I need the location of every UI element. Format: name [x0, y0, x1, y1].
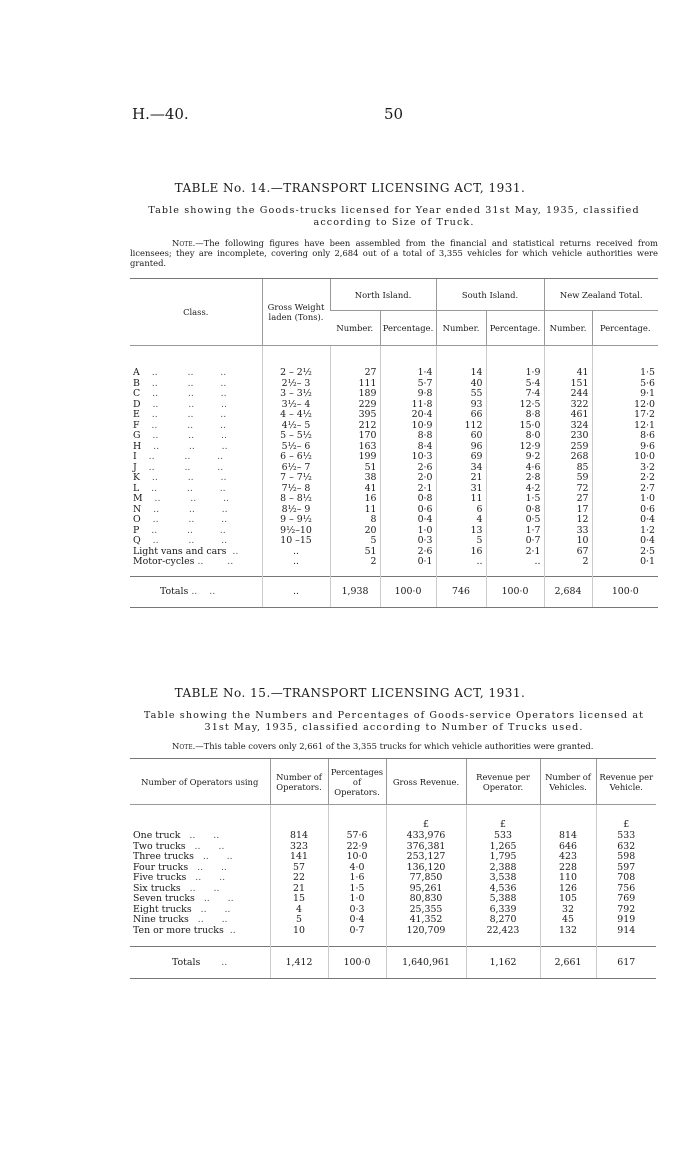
- row-south-percentage: 12·5: [486, 400, 544, 411]
- row-revenue-per-vehicle: 598: [596, 852, 656, 863]
- row-operators-using: Ten or more trucks ..: [133, 924, 236, 936]
- row-nz-percentage: 1·0: [592, 494, 658, 505]
- row-revenue-per-operator: 533: [466, 831, 540, 842]
- row-north-number: 395: [330, 410, 380, 421]
- row-operators-using: Seven trucks .. ..: [133, 893, 234, 904]
- totals-north-number: 1,938: [330, 576, 380, 607]
- row-class: Q .. .. ..: [133, 535, 228, 546]
- row-gross-weight: 7½– 8: [262, 484, 330, 495]
- table15-body: [130, 805, 656, 947]
- row-nz-percentage: 0·6: [592, 505, 658, 516]
- south-number-header: Number.: [436, 311, 486, 346]
- north-number-header: Number.: [330, 311, 380, 346]
- row-north-number: 199: [330, 452, 380, 463]
- north-island-header: North Island.: [330, 279, 436, 311]
- table15-note-text: —This table covers only 2,661 of the 3,355 trucks for which vehicle authorities were granted.: [195, 741, 594, 751]
- row-north-percentage: 11·8: [380, 400, 436, 411]
- row-revenue-per-vehicle: 708: [596, 873, 656, 884]
- row-number-operators: 141: [270, 852, 328, 863]
- row-gross-revenue: 95,261: [386, 884, 466, 895]
- row-south-number: 96: [436, 442, 486, 453]
- col-gross-revenue-header: Gross Revenue.: [386, 759, 466, 805]
- row-south-percentage: 8·0: [486, 431, 544, 442]
- row-gross-revenue: 433,976: [386, 831, 466, 842]
- row-north-percentage: 0·6: [380, 505, 436, 516]
- row-class: Motor-cycles .. ..: [133, 556, 234, 567]
- row-nz-number: 2: [544, 557, 592, 576]
- row-south-percentage: 4·6: [486, 463, 544, 474]
- row-number-operators: 57: [270, 863, 328, 874]
- row-gross-revenue: 253,127: [386, 852, 466, 863]
- row-north-number: 27: [330, 346, 380, 379]
- row-class: E .. .. ..: [133, 409, 227, 420]
- col-number-operators-header: Number of Operators.: [270, 759, 328, 805]
- row-nz-number: 72: [544, 484, 592, 495]
- row-north-percentage: 2·1: [380, 484, 436, 495]
- row-nz-number: 67: [544, 547, 592, 558]
- page-number: 50: [384, 105, 404, 123]
- row-north-number: 229: [330, 400, 380, 411]
- row-south-percentage: 0·5: [486, 515, 544, 526]
- row-gross-weight: 10 –15: [262, 536, 330, 547]
- row-operators-using: Nine trucks .. ..: [133, 914, 228, 925]
- row-north-percentage: 0·3: [380, 536, 436, 547]
- row-gross-weight: 4½– 5: [262, 421, 330, 432]
- col-class-header: Class.: [130, 279, 262, 346]
- currency-symbol: £: [466, 805, 540, 832]
- row-class: O .. .. ..: [133, 514, 228, 525]
- row-south-percentage: 7·4: [486, 389, 544, 400]
- row-operators-using: Three trucks .. ..: [133, 851, 233, 862]
- document-reference: H.—40.: [132, 105, 189, 123]
- row-south-number: 6: [436, 505, 486, 516]
- table15-totals-row: [130, 947, 656, 979]
- row-class: L .. .. ..: [133, 482, 226, 494]
- totals-nz-number: 2,684: [544, 576, 592, 607]
- south-percentage-header: Percentage.: [486, 311, 544, 346]
- row-north-percentage: 5·7: [380, 379, 436, 390]
- row-south-number: 69: [436, 452, 486, 463]
- row-north-number: 11: [330, 505, 380, 516]
- row-south-percentage: 2·1: [486, 547, 544, 558]
- row-gross-revenue: 41,352: [386, 915, 466, 926]
- row-class: Light vans and cars ..: [133, 545, 239, 557]
- row-nz-number: 17: [544, 505, 592, 516]
- row-gross-revenue: 25,355: [386, 905, 466, 916]
- col-percentages-header: Percentages of Operators.: [328, 759, 386, 805]
- south-island-header: South Island.: [436, 279, 544, 311]
- row-south-number: 4: [436, 515, 486, 526]
- totals-label: Totals .. ..: [130, 576, 262, 607]
- row-south-percentage: 0·7: [486, 536, 544, 547]
- row-gross-revenue: 77,850: [386, 873, 466, 884]
- row-gross-revenue: 136,120: [386, 863, 466, 874]
- row-gross-weight: 2 – 2½: [262, 346, 330, 379]
- row-nz-percentage: 2·7: [592, 484, 658, 495]
- row-south-percentage: 8·8: [486, 410, 544, 421]
- row-gross-weight: ..: [262, 547, 330, 558]
- row-north-percentage: 8·8: [380, 431, 436, 442]
- table15-note: [130, 741, 658, 751]
- row-north-percentage: 8·4: [380, 442, 436, 453]
- row-gross-weight: 8 – 8½: [262, 494, 330, 505]
- row-gross-weight: ..: [262, 557, 330, 576]
- row-percentage: 0·4: [328, 915, 386, 926]
- row-number-vehicles: 646: [540, 842, 596, 853]
- row-number-operators: 814: [270, 831, 328, 842]
- totals-south-percentage: 100·0: [486, 576, 544, 607]
- totals-gross-revenue: 1,640,961: [386, 947, 466, 979]
- row-nz-number: 324: [544, 421, 592, 432]
- row-number-vehicles: 814: [540, 831, 596, 842]
- row-nz-number: 259: [544, 442, 592, 453]
- currency-symbol: £: [386, 805, 466, 832]
- col-revenue-per-vehicle-header: Revenue per Vehicle.: [596, 759, 656, 805]
- row-south-number: 34: [436, 463, 486, 474]
- table-row: [130, 346, 658, 379]
- row-number-operators: 15: [270, 894, 328, 905]
- row-south-number: 66: [436, 410, 486, 421]
- table14-title: TABLE No. 14.—TRANSPORT LICENSING ACT, 1931.: [174, 181, 526, 195]
- row-operators-using: Five trucks .. ..: [133, 872, 226, 883]
- row-gross-weight: 7 – 7½: [262, 473, 330, 484]
- row-north-number: 20: [330, 526, 380, 537]
- row-nz-percentage: 17·2: [592, 410, 658, 421]
- row-class: M .. .. ..: [133, 493, 230, 504]
- nz-total-header: New Zealand Total.: [544, 279, 658, 311]
- row-gross-weight: 9 – 9½: [262, 515, 330, 526]
- row-revenue-per-vehicle: 914: [596, 926, 656, 947]
- row-percentage: 1·6: [328, 873, 386, 884]
- row-class: B .. .. ..: [133, 377, 227, 389]
- row-north-number: 163: [330, 442, 380, 453]
- table14-subtitle: Table showing the Goods-trucks licensed for Year ended 31st May, 1935, classified according to Size of Truck.: [148, 205, 640, 228]
- nz-number-header: Number.: [544, 311, 592, 346]
- row-south-percentage: 2·8: [486, 473, 544, 484]
- table15: [130, 758, 656, 979]
- row-nz-percentage: 12·0: [592, 400, 658, 411]
- row-revenue-per-operator: 5,388: [466, 894, 540, 905]
- row-number-vehicles: 132: [540, 926, 596, 947]
- row-class: I .. .. ..: [133, 451, 224, 462]
- row-nz-percentage: 5·6: [592, 379, 658, 390]
- row-south-number: 21: [436, 473, 486, 484]
- totals-revenue-per-vehicle: 617: [596, 947, 656, 979]
- row-revenue-per-operator: 8,270: [466, 915, 540, 926]
- row-class: P .. .. ..: [133, 524, 226, 536]
- row-nz-number: 461: [544, 410, 592, 421]
- row-north-number: 189: [330, 389, 380, 400]
- col-gross-weight-header: Gross Weight laden (Tons).: [262, 279, 330, 346]
- row-nz-percentage: 9·1: [592, 389, 658, 400]
- row-south-percentage: 9·2: [486, 452, 544, 463]
- row-percentage: 0·7: [328, 926, 386, 947]
- row-number-operators: 4: [270, 905, 328, 916]
- table14-body: [130, 346, 658, 577]
- row-percentage: 4·0: [328, 863, 386, 874]
- row-north-percentage: 0·4: [380, 515, 436, 526]
- row-nz-percentage: 12·1: [592, 421, 658, 432]
- row-north-number: 41: [330, 484, 380, 495]
- row-south-number: 40: [436, 379, 486, 390]
- totals-weight: ..: [262, 576, 330, 607]
- row-north-percentage: 1·4: [380, 346, 436, 379]
- row-class: N .. .. ..: [133, 503, 228, 515]
- row-south-percentage: 1·9: [486, 346, 544, 379]
- row-revenue-per-operator: 1,265: [466, 842, 540, 853]
- row-gross-weight: 6 – 6½: [262, 452, 330, 463]
- totals-south-number: 746: [436, 576, 486, 607]
- row-south-number: ..: [436, 557, 486, 576]
- row-class: A .. .. ..: [133, 367, 227, 378]
- row-nz-number: 41: [544, 346, 592, 379]
- row-south-number: 14: [436, 346, 486, 379]
- row-percentage: 1·5: [328, 884, 386, 895]
- totals-label: Totals ..: [130, 947, 270, 979]
- table15-note-lead: Note.: [172, 741, 196, 751]
- row-nz-percentage: 1·2: [592, 526, 658, 537]
- row-gross-revenue: 376,381: [386, 842, 466, 853]
- row-operators-using: Six trucks .. ..: [133, 882, 220, 894]
- row-north-number: 2: [330, 557, 380, 576]
- col-number-vehicles-header: Number of Vehicles.: [540, 759, 596, 805]
- row-class: F .. .. ..: [133, 419, 226, 431]
- col-operators-using-header: Number of Operators using: [130, 759, 270, 805]
- row-number-operators: 22: [270, 873, 328, 884]
- row-gross-weight: 9½–10: [262, 526, 330, 537]
- row-revenue-per-vehicle: 756: [596, 884, 656, 895]
- row-south-number: 16: [436, 547, 486, 558]
- table-row: [130, 926, 656, 947]
- row-north-number: 51: [330, 463, 380, 474]
- row-revenue-per-operator: 6,339: [466, 905, 540, 916]
- row-gross-weight: 6½– 7: [262, 463, 330, 474]
- row-north-number: 16: [330, 494, 380, 505]
- table14-note-text: —The following figures have been assembled from the financial and statistical returns received from licensees; they are incomplete, covering only 2,684 out of a total of 3,355 vehicles for which vehicle authorities were granted.: [130, 238, 658, 268]
- row-north-number: 51: [330, 547, 380, 558]
- row-south-percentage: 5·4: [486, 379, 544, 390]
- row-class: J .. .. ..: [133, 461, 224, 473]
- row-nz-number: 12: [544, 515, 592, 526]
- row-number-vehicles: 32: [540, 905, 596, 916]
- row-south-percentage: 1·5: [486, 494, 544, 505]
- row-south-number: 13: [436, 526, 486, 537]
- row-south-percentage: 0·8: [486, 505, 544, 516]
- row-operators-using: Two trucks .. ..: [133, 840, 225, 852]
- row-north-number: 8: [330, 515, 380, 526]
- row-south-percentage: 12·9: [486, 442, 544, 453]
- row-gross-weight: 3 – 3½: [262, 389, 330, 400]
- row-number-operators: 323: [270, 842, 328, 853]
- row-north-percentage: 1·0: [380, 526, 436, 537]
- row-nz-number: 230: [544, 431, 592, 442]
- row-nz-number: 27: [544, 494, 592, 505]
- row-percentage: 22·9: [328, 842, 386, 853]
- row-class: D .. .. ..: [133, 398, 227, 410]
- row-nz-number: 10: [544, 536, 592, 547]
- row-operators-using: Eight trucks .. ..: [133, 903, 231, 915]
- currency-row: [130, 805, 656, 832]
- table15-title: TABLE No. 15.—TRANSPORT LICENSING ACT, 1931.: [174, 686, 526, 700]
- row-north-number: 5: [330, 536, 380, 547]
- row-south-number: 60: [436, 431, 486, 442]
- col-revenue-per-operator-header: Revenue per Operator.: [466, 759, 540, 805]
- row-nz-percentage: 8·6: [592, 431, 658, 442]
- currency-symbol: £: [596, 805, 656, 832]
- row-percentage: 1·0: [328, 894, 386, 905]
- row-class: H .. .. ..: [133, 440, 228, 452]
- row-gross-weight: 2½– 3: [262, 379, 330, 390]
- row-revenue-per-operator: 1,795: [466, 852, 540, 863]
- row-number-vehicles: 45: [540, 915, 596, 926]
- row-gross-weight: 4 – 4½: [262, 410, 330, 421]
- row-south-percentage: ..: [486, 557, 544, 576]
- row-percentage: 57·6: [328, 831, 386, 842]
- row-south-number: 55: [436, 389, 486, 400]
- row-south-number: 112: [436, 421, 486, 432]
- totals-north-percentage: 100·0: [380, 576, 436, 607]
- row-nz-number: 244: [544, 389, 592, 400]
- table14: [130, 278, 658, 608]
- row-revenue-per-operator: 3,538: [466, 873, 540, 884]
- row-nz-number: 268: [544, 452, 592, 463]
- row-nz-percentage: 9·6: [592, 442, 658, 453]
- row-south-percentage: 1·7: [486, 526, 544, 537]
- row-operators-using: One truck .. ..: [133, 830, 220, 841]
- row-nz-percentage: 2·5: [592, 547, 658, 558]
- table14-note: [130, 238, 658, 268]
- row-north-percentage: 10·9: [380, 421, 436, 432]
- row-revenue-per-vehicle: 533: [596, 831, 656, 842]
- row-nz-number: 85: [544, 463, 592, 474]
- totals-nz-percentage: 100·0: [592, 576, 658, 607]
- row-south-percentage: 15·0: [486, 421, 544, 432]
- north-percentage-header: Percentage.: [380, 311, 436, 346]
- totals-vehicles: 2,661: [540, 947, 596, 979]
- row-operators-using: Four trucks .. ..: [133, 861, 227, 873]
- row-north-percentage: 2·6: [380, 547, 436, 558]
- row-nz-percentage: 2·2: [592, 473, 658, 484]
- row-gross-weight: 3½– 4: [262, 400, 330, 411]
- row-north-number: 111: [330, 379, 380, 390]
- row-north-number: 170: [330, 431, 380, 442]
- row-percentage: 10·0: [328, 852, 386, 863]
- row-number-operators: 5: [270, 915, 328, 926]
- table15-subtitle: Table showing the Numbers and Percentages of Goods-service Operators licensed at 31st May, 1935, classified according to Number of Trucks used.: [143, 710, 645, 733]
- row-percentage: 0·3: [328, 905, 386, 916]
- totals-revenue-per-operator: 1,162: [466, 947, 540, 979]
- totals-operators: 1,412: [270, 947, 328, 979]
- row-revenue-per-vehicle: 919: [596, 915, 656, 926]
- table14-totals-row: [130, 576, 658, 607]
- row-nz-number: 151: [544, 379, 592, 390]
- table14-note-lead: Note.: [172, 238, 196, 248]
- row-nz-number: 59: [544, 473, 592, 484]
- row-class: K .. .. ..: [133, 472, 227, 483]
- row-nz-number: 322: [544, 400, 592, 411]
- row-number-vehicles: 423: [540, 852, 596, 863]
- row-revenue-per-operator: 2,388: [466, 863, 540, 874]
- row-nz-number: 33: [544, 526, 592, 537]
- row-north-percentage: 0·1: [380, 557, 436, 576]
- row-nz-percentage: 10·0: [592, 452, 658, 463]
- row-north-number: 212: [330, 421, 380, 432]
- row-revenue-per-vehicle: 597: [596, 863, 656, 874]
- row-gross-weight: 8½– 9: [262, 505, 330, 516]
- row-number-operators: 21: [270, 884, 328, 895]
- row-number-vehicles: 110: [540, 873, 596, 884]
- row-gross-revenue: 80,830: [386, 894, 466, 905]
- row-nz-percentage: 0·4: [592, 515, 658, 526]
- row-north-percentage: 2·6: [380, 463, 436, 474]
- row-nz-percentage: 0·4: [592, 536, 658, 547]
- row-gross-weight: 5 – 5½: [262, 431, 330, 442]
- row-revenue-per-vehicle: 792: [596, 905, 656, 916]
- row-north-percentage: 2·0: [380, 473, 436, 484]
- row-nz-percentage: 1·5: [592, 346, 658, 379]
- row-north-percentage: 20·4: [380, 410, 436, 421]
- row-number-vehicles: 126: [540, 884, 596, 895]
- row-class: C .. .. ..: [133, 388, 227, 399]
- row-revenue-per-vehicle: 769: [596, 894, 656, 905]
- row-nz-percentage: 0·1: [592, 557, 658, 576]
- row-gross-weight: 5½– 6: [262, 442, 330, 453]
- row-north-percentage: 10·3: [380, 452, 436, 463]
- row-south-number: 5: [436, 536, 486, 547]
- row-revenue-per-operator: 4,536: [466, 884, 540, 895]
- row-number-vehicles: 228: [540, 863, 596, 874]
- row-north-number: 38: [330, 473, 380, 484]
- row-nz-percentage: 3·2: [592, 463, 658, 474]
- row-number-vehicles: 105: [540, 894, 596, 905]
- row-number-operators: 10: [270, 926, 328, 947]
- row-class: G .. .. ..: [133, 430, 227, 441]
- row-north-percentage: 9·8: [380, 389, 436, 400]
- row-south-number: 31: [436, 484, 486, 495]
- nz-percentage-header: Percentage.: [592, 311, 658, 346]
- row-south-number: 93: [436, 400, 486, 411]
- row-south-percentage: 4·2: [486, 484, 544, 495]
- table-row: [130, 557, 658, 576]
- row-revenue-per-operator: 22,423: [466, 926, 540, 947]
- row-gross-revenue: 120,709: [386, 926, 466, 947]
- row-north-percentage: 0·8: [380, 494, 436, 505]
- row-revenue-per-vehicle: 632: [596, 842, 656, 853]
- totals-percentage: 100·0: [328, 947, 386, 979]
- row-south-number: 11: [436, 494, 486, 505]
